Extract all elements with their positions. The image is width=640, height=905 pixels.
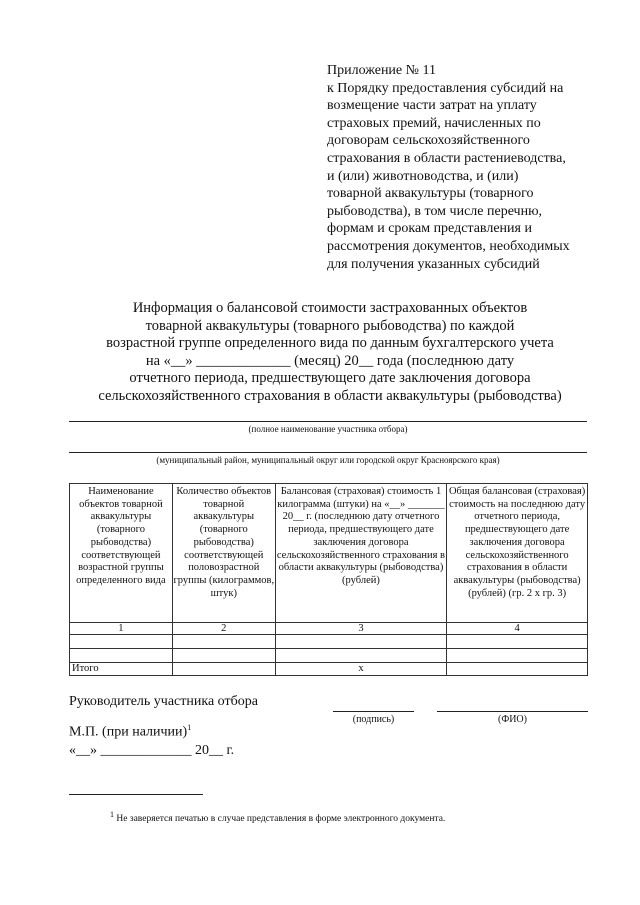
appendix-line: Приложение № 11 (327, 63, 436, 78)
column-number-row (70, 623, 588, 635)
header-cell: Наименование объектов товарной аквакультуры (товарного рыбоводства) соответствующей возрастной группы определенного вида (70, 484, 173, 623)
title-line: товарной аквакультуры (товарного рыбоводства) по каждой (145, 317, 515, 334)
district-caption: (муниципальный район, муниципальный округ или городской округ Красноярского края) (156, 455, 500, 465)
footnote-text: Не заверяется печатью в случае представления в форме электронного документа. (116, 814, 446, 825)
table-cell[interactable] (172, 635, 275, 649)
signature-line[interactable] (333, 711, 414, 712)
title-line: Информация о балансовой стоимости застрахованных объектов (132, 300, 528, 316)
appendix-header (327, 62, 597, 273)
appendix-line: возмещение части затрат на уплату (327, 98, 537, 114)
column-number: 1 (70, 623, 173, 635)
fio-line[interactable] (437, 711, 588, 712)
participant-name-line[interactable] (69, 421, 587, 422)
appendix-line: договорам сельскохозяйственного (327, 133, 530, 149)
table-cell[interactable] (172, 649, 275, 663)
total-row (70, 663, 588, 676)
footnote (110, 810, 445, 824)
table-cell[interactable] (447, 663, 588, 676)
footnote-mark: 1 (110, 810, 114, 819)
stamp-label (69, 723, 191, 741)
asset-table (69, 483, 588, 676)
appendix-line: формам и срокам представления и (327, 221, 532, 237)
total-col3: x (275, 663, 447, 676)
table-cell[interactable] (447, 635, 588, 649)
title-line: отчетного периода, предшествующего дате заключения договора (129, 370, 531, 386)
appendix-line: страховых премий, начисленных по (327, 115, 541, 131)
appendix-line: и (или) животноводства, и (или) (327, 168, 519, 184)
table-cell[interactable] (172, 663, 275, 676)
column-number: 4 (447, 623, 588, 635)
appendix-line: товарной аквакультуры (товарного (327, 186, 534, 202)
header-cell: Балансовая (страховая) стоимость 1 килограмма (штуки) на «__» _______ 20__ г. (последнюю дату отчетного периода, предшествующего дате заключения договора сельскохозяйственного страхования в области аквакультуры (рыбоводства) (рублей) (275, 484, 447, 623)
header-cell: Общая балансовая (страховая) стоимость на последнюю дату отчетного периода, предшествующего дате заключения договора сельскохозяйственного страхования в области аквакультуры (рыбоводства) (рублей) (гр. 2 x гр. 3) (447, 484, 588, 623)
sign-caption: (подпись) (352, 714, 395, 725)
column-number: 2 (172, 623, 275, 635)
district-line[interactable] (69, 452, 587, 453)
participant-caption: (полное наименование участника отбора) (248, 424, 408, 434)
appendix-line: страхования в области растениеводства, (327, 150, 566, 166)
stamp-footnote-mark: 1 (187, 723, 192, 732)
column-number: 3 (275, 623, 447, 635)
stamp-text: М.П. (при наличии) (69, 724, 188, 740)
header-cell: Количество объектов товарной аквакультуры (товарного рыбоводства) соответствующей половозрастной группы (килограммов, штук) (172, 484, 275, 623)
head-label: Руководитель участника отбора (69, 694, 258, 709)
table-cell[interactable] (275, 649, 447, 663)
appendix-line: для получения указанных субсидий (327, 256, 540, 272)
table-cell[interactable] (275, 635, 447, 649)
table-row (70, 635, 588, 649)
date-line: «__» _____________ 20__ г. (69, 743, 235, 758)
document-title (60, 300, 600, 405)
total-label: Итого (70, 663, 173, 676)
table-row (70, 649, 588, 663)
footnote-separator (69, 794, 203, 795)
title-line: на «__» _____________ (месяц) 20__ года (последнюю дату (145, 352, 515, 369)
appendix-line: к Порядку предоставления субсидий на (327, 80, 564, 96)
appendix-line: рыбоводства), в том числе перечню, (327, 203, 543, 219)
title-line: возрастной группе определенного вида по данным бухгалтерского учета (106, 335, 554, 351)
title-line: сельскохозяйственного страхования в области аквакультуры (рыбоводства) (98, 387, 562, 404)
appendix-line: рассмотрения документов, необходимых (327, 238, 570, 254)
table-header-row (70, 484, 588, 623)
table-cell[interactable] (70, 635, 173, 649)
table-cell[interactable] (70, 649, 173, 663)
table-cell[interactable] (447, 649, 588, 663)
fio-caption: (ФИО) (497, 714, 527, 725)
